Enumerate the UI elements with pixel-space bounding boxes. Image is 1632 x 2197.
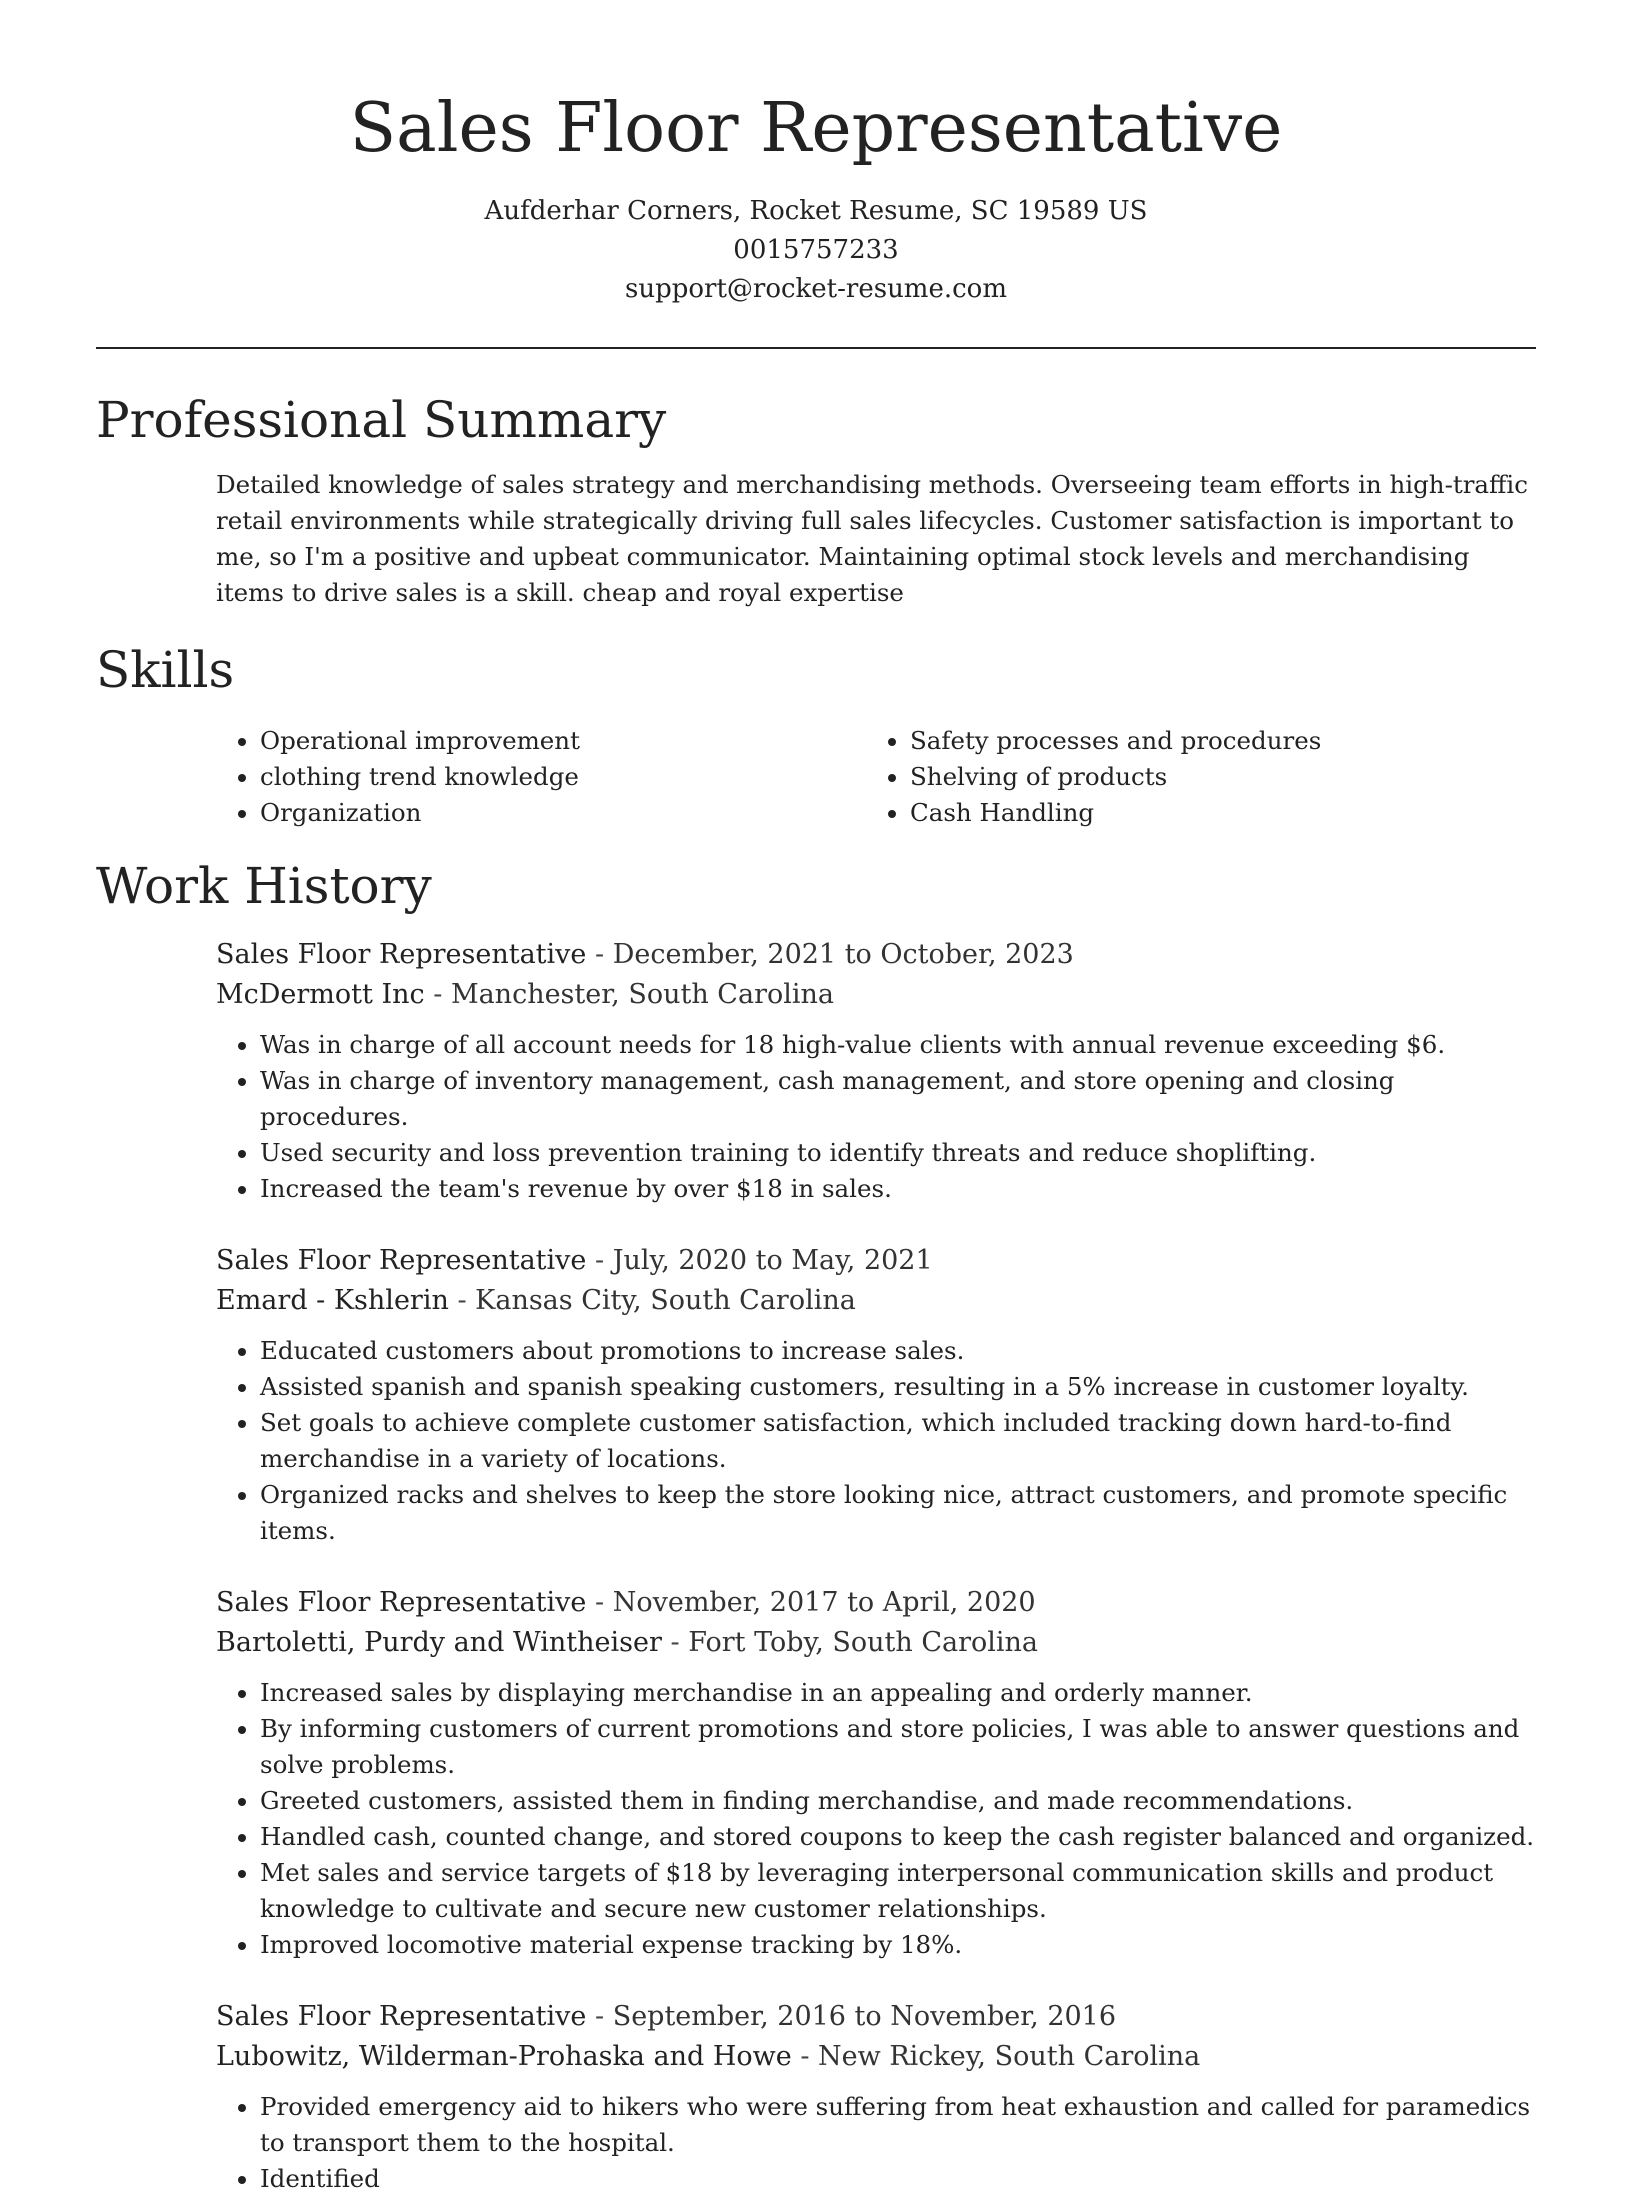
skill-item: • clothing trend knowledge	[260, 759, 866, 795]
skill-item: • Operational improvement	[260, 723, 866, 759]
job-company-line	[216, 975, 1536, 1015]
job-company: McDermott Inc	[216, 979, 425, 1010]
duty-item: • Provided emergency aid to hikers who were suffering from heat exhaustion and called for paramedics to transport them to the hospital.	[260, 2089, 1536, 2161]
duty-item: • Educated customers about promotions to increase sales.	[260, 1333, 1536, 1369]
skill-item: • Safety processes and procedures	[910, 723, 1516, 759]
job-company-line	[216, 1623, 1536, 1663]
job-company: Lubowitz, Wilderman-Prohaska and Howe	[216, 2041, 792, 2072]
job-entry	[216, 935, 1536, 1207]
job-entry	[216, 1241, 1536, 1549]
duty-item: • Was in charge of all account needs for 18 high-value clients with annual revenue exceeding $6.	[260, 1027, 1536, 1063]
section-title-skills: Skills	[96, 641, 235, 699]
duty-item: • Set goals to achieve complete customer satisfaction, which included tracking down hard-to-find merchandise in a variety of locations.	[260, 1405, 1536, 1477]
duty-item: • Identified	[260, 2161, 1536, 2197]
separator: -	[594, 1245, 613, 1276]
separator: -	[594, 939, 613, 970]
section-title-work: Work History	[96, 857, 432, 915]
job-location: Fort Toby, South Carolina	[688, 1627, 1038, 1658]
duty-item: • Organized racks and shelves to keep the store looking nice, attract customers, and promote specific items.	[260, 1477, 1536, 1549]
work-history-section	[0, 853, 1632, 2197]
duty-item: • Increased sales by displaying merchandise in an appealing and orderly manner.	[260, 1675, 1536, 1711]
duty-item: • Handled cash, counted change, and stored coupons to keep the cash register balanced and organized.	[260, 1819, 1536, 1855]
duty-item: • By informing customers of current promotions and store policies, I was able to answer questions and solve problems.	[260, 1711, 1536, 1783]
job-location: Kansas City, South Carolina	[475, 1285, 856, 1316]
duty-item: • Assisted spanish and spanish speaking customers, resulting in a 5% increase in customer loyalty.	[260, 1369, 1536, 1405]
job-title-line	[216, 1241, 1536, 1281]
job-title: Sales Floor Representative	[216, 1587, 587, 1618]
contact-email: support@rocket-resume.com	[624, 274, 1007, 304]
job-entry	[216, 1997, 1536, 2197]
contact-info	[0, 192, 1632, 309]
job-title: Sales Floor Representative	[216, 2001, 587, 2032]
job-dates: July, 2020 to May, 2021	[612, 1245, 933, 1276]
job-title: Sales Floor Representative	[216, 939, 587, 970]
job-title-line	[216, 1583, 1536, 1623]
separator: -	[594, 1587, 613, 1618]
separator: -	[594, 2001, 613, 2032]
job-title: Sales Floor Representative	[216, 1245, 587, 1276]
job-duties	[216, 2089, 1536, 2197]
job-company: Bartoletti, Purdy and Wintheiser	[216, 1627, 662, 1658]
job-title-line	[216, 935, 1536, 975]
job-duties	[216, 1333, 1536, 1549]
separator: -	[457, 1285, 476, 1316]
duty-item: • Was in charge of inventory management, cash management, and store opening and closing procedures.	[260, 1063, 1536, 1135]
skill-item: • Organization	[260, 795, 866, 831]
contact-address: Aufderhar Corners, Rocket Resume, SC 19589 US	[484, 196, 1148, 226]
separator: -	[670, 1627, 689, 1658]
job-duties	[216, 1027, 1536, 1207]
professional-summary-section	[0, 387, 1632, 611]
skills-section	[0, 637, 1632, 831]
job-dates: December, 2021 to October, 2023	[612, 939, 1074, 970]
duty-item: • Met sales and service targets of $18 by leveraging interpersonal communication skills and product knowledge to cultivate and secure new customer relationships.	[260, 1855, 1536, 1927]
separator: -	[800, 2041, 819, 2072]
contact-phone: 0015757233	[733, 235, 899, 265]
separator: -	[433, 979, 451, 1010]
skills-grid	[216, 723, 1632, 831]
job-location: Manchester, South Carolina	[450, 979, 834, 1010]
job-title-line	[216, 1997, 1536, 2037]
header-divider	[96, 347, 1536, 349]
skills-list-left	[216, 723, 866, 831]
skill-item: • Shelving of products	[910, 759, 1516, 795]
duty-item: • Improved locomotive material expense tracking by 18%.	[260, 1927, 1536, 1963]
job-company: Emard - Kshlerin	[216, 1285, 449, 1316]
duty-item: • Greeted customers, assisted them in finding merchandise, and made recommendations.	[260, 1783, 1536, 1819]
summary-text: Detailed knowledge of sales strategy and merchandising methods. Overseeing team efforts in high-traffic retail environments while strategically driving full sales lifecycles. Customer satisfaction is important to me, so I'm a positive and upbeat communicator. Maintaining optimal stock levels and merchandising items to drive sales is a skill. cheap and royal expertise	[216, 470, 1528, 607]
duty-item: • Increased the team's revenue by over $18 in sales.	[260, 1171, 1536, 1207]
job-dates: September, 2016 to November, 2016	[612, 2001, 1117, 2032]
candidate-name: Sales Floor Representative	[349, 89, 1283, 168]
job-dates: November, 2017 to April, 2020	[612, 1587, 1036, 1618]
job-company-line	[216, 1281, 1536, 1321]
job-duties	[216, 1675, 1536, 1963]
job-entry	[216, 1583, 1536, 1963]
resume-header	[0, 0, 1632, 309]
job-company-line	[216, 2037, 1536, 2077]
skill-item: • Cash Handling	[910, 795, 1516, 831]
skills-list-right	[866, 723, 1516, 831]
duty-item: • Used security and loss prevention training to identify threats and reduce shoplifting.	[260, 1135, 1536, 1171]
job-location: New Rickey, South Carolina	[818, 2041, 1201, 2072]
section-title-summary: Professional Summary	[96, 391, 667, 449]
